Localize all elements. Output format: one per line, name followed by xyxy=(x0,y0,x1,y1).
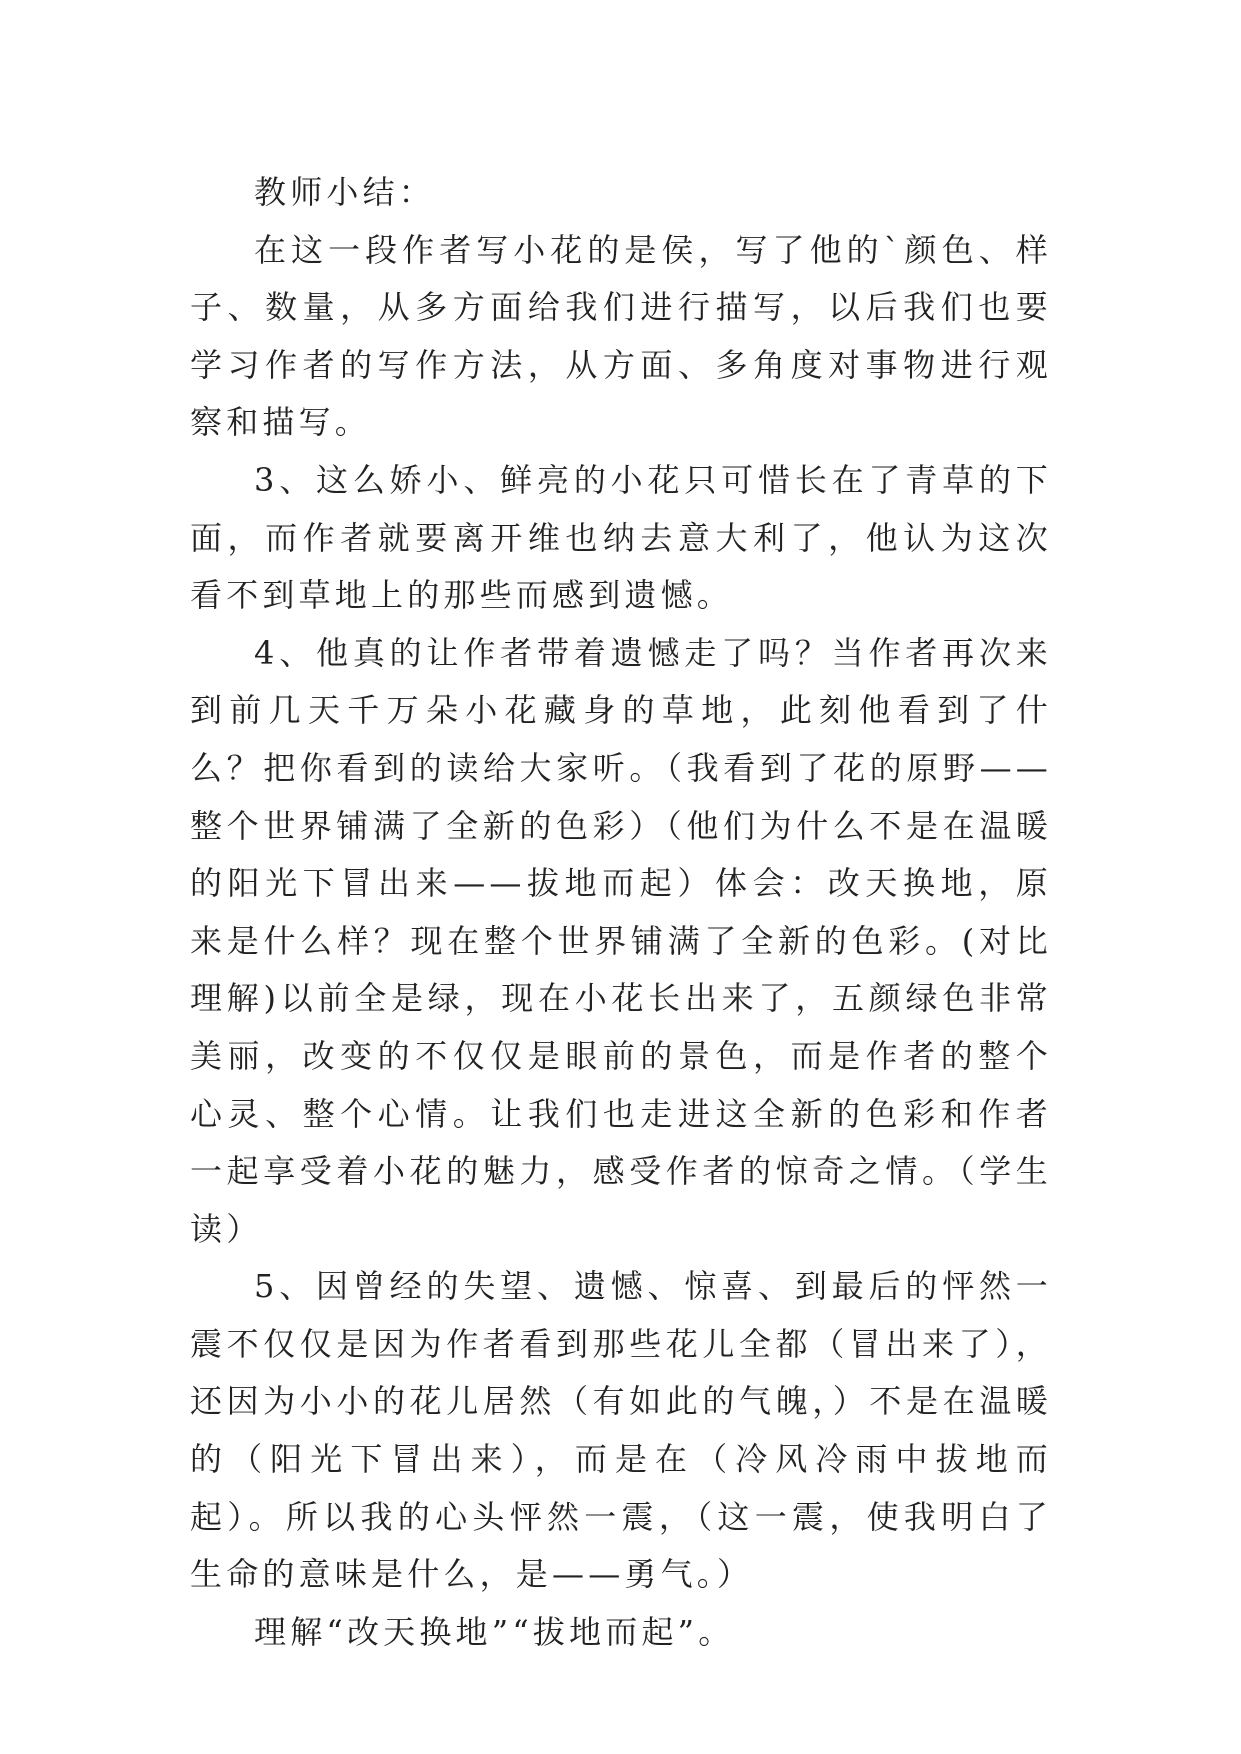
paragraph-item-3: 3、这么娇小、鲜亮的小花只可惜长在了青草的下面，而作者就要离开维也纳去意大利了，他认为这次看不到草地上的那些而感到遗憾。 xyxy=(190,460,1052,615)
paragraph-teacher-summary: 在这一段作者写小花的是侯，写了他的`颜色、样子、数量，从多方面给我们进行描写，以后我们也要学习作者的写作方法，从方面、多角度对事物进行观察和描写。 xyxy=(190,230,1052,442)
document-body xyxy=(190,164,1052,1661)
paragraph-understanding: 理解“改天换地”“拔地而起”。 xyxy=(254,1612,735,1651)
paragraph-teacher-summary-heading: 教师小结： xyxy=(254,173,436,211)
paragraph-item-5: 5、因曾经的失望、遗憾、惊喜、到最后的怦然一震不仅仅是因为作者看到那些花儿全都（冒出来了），还因为小小的花儿居然（有如此的气魄，）不是在温暖的（阳光下冒出来），而是在（冷风冷雨中拔地而起）。所以我的心头怦然一震，（这一震，使我明白了生命的意味是什么，是——勇气。） xyxy=(190,1267,1052,1594)
paragraph-item-4: 4、他真的让作者带着遗憾走了吗？当作者再次来到前几天千万朵小花藏身的草地，此刻他看到了什么？把你看到的读给大家听。（我看到了花的原野——整个世界铺满了全新的色彩）（他们为什么不是在温暖的阳光下冒出来——拔地而起）体会：改天换地，原来是什么样？现在整个世界铺满了全新的色彩。(对比理解)以前全是绿，现在小花长出来了，五颜绿色非常美丽，改变的不仅仅是眼前的景色，而是作者的整个心灵、整个心情。让我们也走进这全新的色彩和作者一起享受着小花的魅力，感受作者的惊奇之情。（学生读） xyxy=(190,633,1052,1248)
